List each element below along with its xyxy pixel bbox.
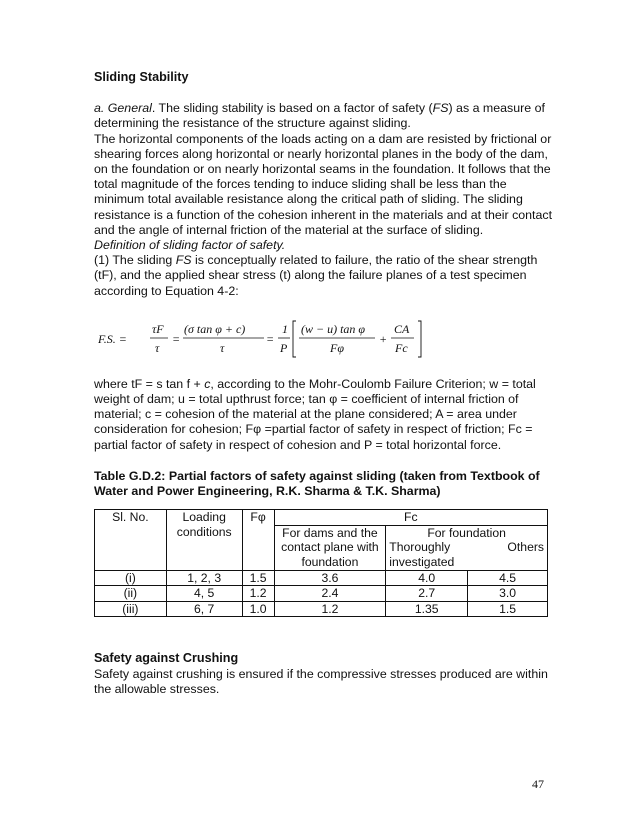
table-row: (ii) 4, 5 1.2 2.4 2.7 3.0 bbox=[95, 586, 548, 602]
eq-t1-num: τF bbox=[152, 321, 164, 336]
section-heading-sliding: Sliding Stability bbox=[94, 70, 189, 84]
section-heading-crushing: Safety against Crushing bbox=[94, 651, 239, 666]
paragraph-crushing: Safety against crushing is ensured if the compressive stresses produced are within the allowable stresses. bbox=[94, 666, 548, 696]
eq-t2-den: τ bbox=[220, 340, 225, 355]
equation-4-2 bbox=[98, 317, 554, 361]
eq-t3-den: P bbox=[280, 340, 288, 355]
header-foundation: For foundation bbox=[427, 525, 506, 540]
eq-t4-den: Fφ bbox=[330, 340, 344, 355]
eq-t5-num: CA bbox=[394, 321, 410, 336]
table-row: (iii) 6, 7 1.0 1.2 1.35 1.5 bbox=[95, 601, 548, 617]
table-caption: Table G.D.2: Partial factors of safety against sliding (taken from Textbook of Water and Power Engineering, R.K. Sharma & T.K. Sharma) bbox=[94, 468, 540, 499]
paragraph-general: a. General. The sliding stability is based on a factor of safety (FS) as a measure of determining the resistance of the structure against sliding. bbox=[94, 101, 545, 131]
eq-t2-num: (σ tan φ + c) bbox=[184, 321, 246, 336]
header-fphi: Fφ bbox=[242, 510, 274, 570]
table-row: (i) 1, 2, 3 1.5 3.6 4.0 4.5 bbox=[95, 570, 548, 586]
header-loading: Loading conditions bbox=[166, 510, 242, 570]
page-number: 47 bbox=[532, 777, 544, 791]
eq-t5-den: Fc bbox=[395, 340, 408, 355]
header-others: Others bbox=[507, 540, 544, 555]
eq-lhs: F.S. = bbox=[98, 331, 127, 346]
table-header-row bbox=[95, 510, 548, 526]
svg-text:=: = bbox=[172, 331, 181, 346]
document-page bbox=[94, 70, 554, 697]
eq-t3-num: 1 bbox=[282, 321, 288, 336]
eq-t1-den: τ bbox=[155, 340, 160, 355]
svg-text:+: + bbox=[379, 331, 388, 346]
paragraph-where: where tF = s tan f + c, according to the Mohr-Coulomb Failure Criterion; w = total weight of dam; u = total upthrust force; tan φ = coefficient of internal friction of material; c = cohesion of the material at the plane considered; A = area under consideration for cohesion; Fφ =partial factor of safety in respect of friction; Fc = partial factor of safety in respect of cohesion and P = total horizontal force. bbox=[94, 376, 536, 452]
paragraph-sliding-fs: (1) The sliding FS is conceptually related to failure, the ratio of the shear strength (tF), and the applied shear stress (t) along the failure planes of a test specimen according to Equation 4-2: bbox=[94, 253, 538, 298]
paragraph-horizontal: The horizontal components of the loads acting on a dam are resisted by frictional or shearing forces along horizontal or nearly horizontal planes in the body of the dam, on the foundation or on nearly horizontal seams in the foundation. It follows that the total magnitude of the forces tending to induce sliding shall be less than the minimum total available resistance along the critical path of sliding. The sliding resistance is a function of the cohesion inherent in the materials and at their contact and the angle of internal friction of the material at the surface of sliding. bbox=[94, 131, 553, 237]
definition-line: Definition of sliding factor of safety. bbox=[94, 238, 286, 253]
header-sl-no: Sl. No. bbox=[95, 510, 167, 570]
header-fc: Fc bbox=[274, 510, 547, 526]
header-foundation-cell bbox=[386, 525, 548, 570]
general-label: a. General bbox=[94, 101, 152, 116]
header-dams: For dams and the contact plane with foundation bbox=[274, 525, 386, 570]
eq-t4-num: (w − u) tan φ bbox=[301, 321, 366, 336]
svg-text:=: = bbox=[266, 331, 275, 346]
partial-factors-table bbox=[94, 509, 548, 617]
header-thoroughly: Thoroughly investigated bbox=[389, 540, 455, 570]
equation-graphic bbox=[98, 317, 428, 361]
